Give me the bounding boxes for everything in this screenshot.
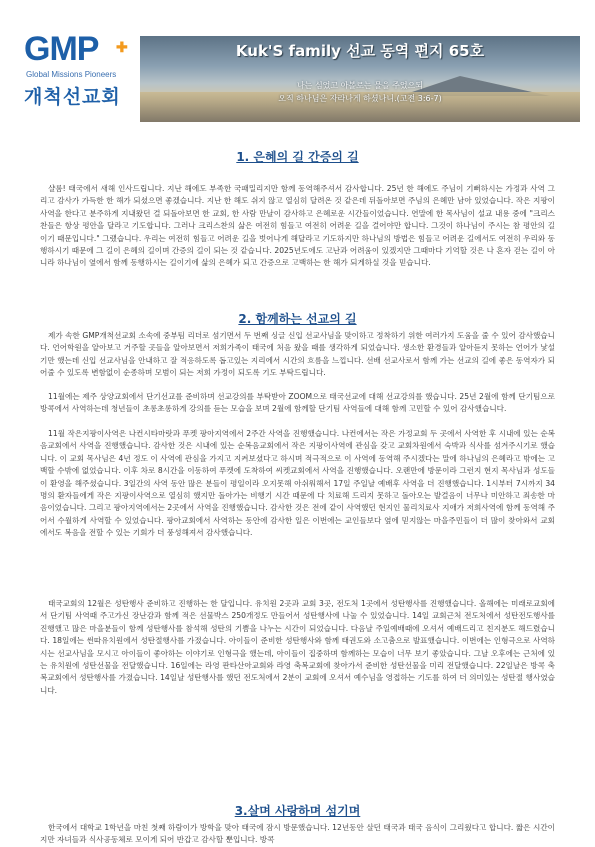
- logo-accent-icon: ✚: [116, 39, 127, 55]
- letter-header: [0, 0, 595, 120]
- section-2-title: 2. 함께하는 선교의 길: [238, 312, 357, 326]
- section-1-title: 1. 은혜의 길 간증의 길: [236, 150, 359, 164]
- gmp-logo: [24, 30, 134, 110]
- section-2-paragraph-4: 태국교회의 12월은 성탄행사 준비하고 진행하는 한 달입니다. 유치원 2곳과 교회 3곳, 전도처 1곳에서 성탄행사를 진행했습니다. 올해에는 미래로교회에서 단기팀 사역때 주고가신 장난감과 함께 적은 선물박스 250개정도 만들어서 성탄행사에 나눌 수 있었습니다. 14일 교회근처 전도처에서 성탄전도행사를 진행했고 많은 마을분들이 함께 성탄행사를 참석해 성탄의 기쁨을 나누는 시간이 되었습니다. 다음날 주일예배때에 오셔서 예배드리고 친지분도 해드렸습니다. 18일에는 썬따유치원에서 성탄절행사를 가졌습니다. 아이들이 준비한 성탄행사와 함께 태권도와 소고춤으로 발표했습니다. 이번에는 인형극으로 사역하시는 선교사님을 모시고 아이들이 좋아하는 이야기로 인형극을 했는데, 아이들이 집중하며 함께하는 모습이 너무 보기 좋았습니다. 그날 오후에는 근처에 있는 유치원에 성탄선물을 전달했습니다. 16일에는 라영 판타산아교회와 라영 축복교회에 찾아가서 준비한 성탄선물을 미리 전달했습니다. 22일날은 방콕 축복교회에서 성탄행사를 가졌습니다. 14일날 성탄행사를 했던 전도처에서 2분이 교회에 오셔서 예수님을 영접하는 기도를 하여 더 의미있는 성탄절 행사였습니다.: [40, 599, 555, 695]
- logo-mark: GMP ✚: [24, 30, 127, 68]
- logo-korean-name: 개척선교회: [24, 86, 121, 108]
- section-3-title: 3.살며 사랑하며 섬기며: [234, 804, 361, 818]
- section-2-paragraph-3: 11월 작은지팡이사역은 나컨시타마랏과 푸켓 팡아지역에서 2주간 사역을 진행했습니다. 나컨에서는 작은 가정교회 두 곳에서 사역한 후 시내에 있는 순복음교회에서 사역을 진행했습니다. 감사한 것은 시내에 있는 순복음교회에서 작은 지팡이사역에 관심을 갖고 교회차원에서 숙박과 식사를 섬겨주시기로 했습니다. 이 교회 목사님은 4년 정도 이 사역에 관심을 가지고 지켜보셨다고 하시며 적극적으로 이 사역에 동역해 주시겠다는 말에 하나님의 은혜라고 밖에는 고백할 수밖에 없었습니다. 이후 차로 8시간을 이동하여 푸켓에 도착하여 씨켓교회에서 사역을 진행했습니다. 오랜만에 방문이라 그런지 현지 목사님과 성도들이 환영을 해주셨습니다. 3일간의 사역 동안 많은 분들이 평일이라 오지못해 아쉬워해서 17일 주일날 예배후 사역을 더 진행했습니다. 1시부터 7시까지 34명의 환자들에게 작은 지팡이사역으로 열심히 했지만 돌아가는 비행기 시간 때문에 다 치료해 드리지 못하고 돌아오는 발걸음이 너무나 미안하고 죄송한 마음이었습니다. 그리고 팡아지역에서는 2곳에서 사역을 진행했습니다. 감사한 것은 전에 같이 사역했던 현지인 물리치료사 지애가 저희사역에 함께 동역해 주어서 수월하게 사역할 수 있었습니다. 팡아교회에서 사역하는 동안에 감사한 일은 이번에는 교인들보다 옆에 믿지않는 마을주민들이 더 많이 찾아와서 교회에서도 복음을 전할 수 있는 기회가 더 풍성해져서 감사했습니다.: [40, 429, 555, 538]
- section-2-paragraph-1: 제가 속한 GMP개척선교회 소속에 중부팀 리더로 섬기면서 두 번째 싱글 신입 선교사님을 맞이하고 정착하기 위한 여러가지 도움을 줄 수 있어 감사했습니다. 언어학원을 알아보고 거주할 곳들을 알아보면서 저희가족이 태국에 처음 왔을 때를 생각하게 되었습니다. 생소한 환경들과 알아듣지 못하는 언어가 낯설기만 했는데 신입 선교사님을 안내하고 잘 적응하도록 돕고있는 지리에서 시간의 흐름을 느낍니다. 선배 선교사로서 함께 가는 선교의 길에 좋은 동역자가 되어줄 수 있도록 변함없이 순종하며 모범이 되는 저희 가정이 되도록 기도 부탁드립니다.: [40, 331, 555, 378]
- section-3-paragraph-1: 한국에서 대학교 1학년을 마친 첫째 하람이가 방학을 맞아 태국에 잠시 방문했습니다. 12년동안 살던 태국과 태국 음식이 그리웠다고 합니다. 짧은 시간이지만 자녀들과 식사공동체로 모이게 되어 반갑고 감사할 뿐입니다. 방콕: [40, 823, 555, 845]
- bible-quote-line-1: 나는 심었고 아볼로는 물을 주었으되: [296, 81, 424, 90]
- letter-title: Kuk'S family 선교 동역 편지 65호: [235, 42, 485, 60]
- title-banner: [140, 36, 580, 122]
- bible-quote-line-2: 오직 하나님은 자라나게 하셨나니.(고전 3:6-7): [278, 94, 442, 103]
- logo-subtitle: Global Missions Pioneers: [26, 70, 117, 79]
- section-1-paragraph-1: 샬롬! 태국에서 새해 인사드립니다. 지난 해에도 부족한 국패밀리지만 함께 동역해주셔서 감사합니다. 25년 한 해에도 주님이 기뻐하시는 가정과 사역 그리고 감사가 가득한 한 해가 되셨으면 좋겠습니다. 지난 한 해도 쉬지 않고 열심히 달려온 것 같은데 뒤돌아보면 주님의 은혜만 남아 있었습니다. 작은 지팡이 사역을 한다고 분주하게 지내왔던 걸 되돌아보면 한 교회, 한 사람 만날이 감사하고 은혜로운 시간들이었습니다. 연말에 한 목사님이 설교 내용 중에 "크리스찬들은 항상 평안을 달라고 기도합니다. 그러나 크리스찬의 삶은 여전히 힘들고 여전히 어려운 길을 걸어야만 합니다. 그것이 하나님이 주시는 참 평안의 길이기 때문입니다." 그랬습니다. 우리는 여전히 힘들고 어려운 길을 벗어나게 해달라고 기도하지만 하나님의 방법은 힘들고 어려운 길에서도 여전히 우리와 동행하시기 때문에 그 길이 은혜의 길이며 간증의 길이 되는 것 같습니다. 2025년도에도 고난과 어려움이 있겠지만 그때마다 기억할 것은 나 혼자 걷는 길이 아니라 하나님이 옆에서 함께 동행하시는 길이기에 삶의 은혜가 되고 간증으로 고백하는 한 해가 되게하실 것을 믿습니다.: [40, 184, 555, 268]
- section-2-paragraph-2: 11월에는 제주 상양교회에서 단기선교를 준비하며 선교강의를 부탁받아 ZOOM으로 태국선교에 대해 선교강의를 했습니다. 25년 2월에 함께 단기팀으로 방콕에서 사역하는데 청년들이 초롱초롱하게 강의를 듣는 모습을 보며 2월에 함께할 단기팀 사역들에 대해 함께 고민할 수 있어 감사했습니다.: [40, 392, 555, 414]
